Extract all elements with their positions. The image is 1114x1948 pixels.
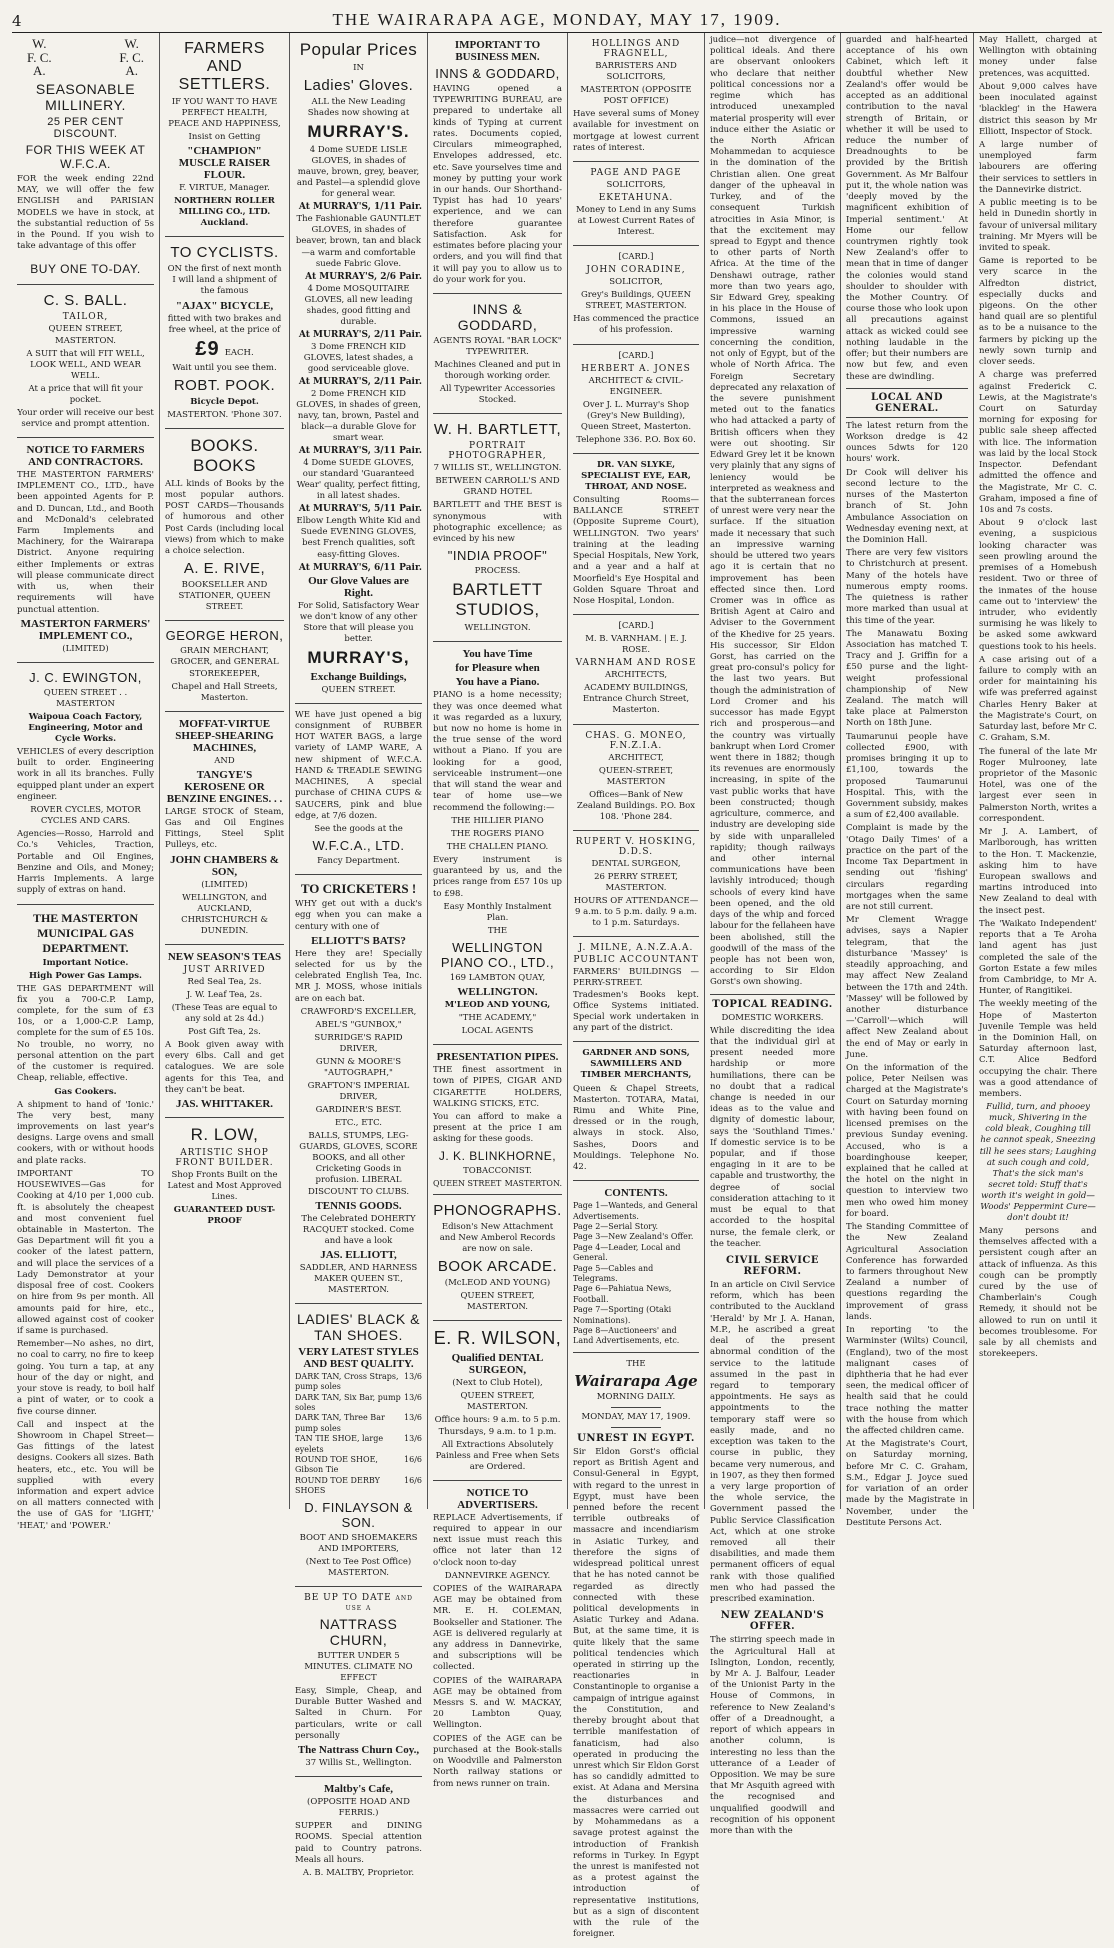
- millinery-discount: 25 PER CENT DISCOUNT.: [47, 115, 124, 140]
- masthead: [12, 6, 1102, 33]
- paper-nameplate: Wairarapa Age: [574, 1371, 698, 1390]
- glove-item: 4 Dome MOSQUITAIRE GLOVES, all new leading shades, good fitting and durable. At MURRAY'S, 2/11 Pair.: [298, 283, 422, 340]
- ad-gas-department: THE MASTERTON MUNICIPAL GAS DEPARTMENT. Important Notice. High Power Gas Lamps. THE GAS DEPARTMENT will fix you a 700-C.P. Lamp, complete, for the sum of £3 10s, or a 1,000-C.P. Lamp, complete for the sum of £5 10s. No trouble, no worry, no personal attention on the part of the customer is required. Cheap, reliable, effective. Gas Cookers. A shipment to hand of 'Ionic.' The very best, many improvements on last year's designs. Large ovens and small cookers, with or without hoods and plate racks. IMPORTANT TO HOUSEWIVES—Gas for Cooking at 4/10 per 1,000 cub. ft. is absolutely the cheapest and most convenient fuel obtainable in Masterton. The Gas Department will fit you a cooker of the latest pattern, and will place the services of a Lady Demonstrator at your disposal free of cost. Cookers on hire from 9s per month. All amounts paid for hire, etc., allowed against cost of cooker if same is purchased. Remember—No ashes, no dirt, no coal to carry, no fire to keep going. You turn a tap, at any hour of the day or night, and your stove is ready, to boil half a pint of water, or to cook a five course dinner. Call and inspect at the Showroom in Chapel Street—Gas fittings of the latest designs. Cookers all sizes. Bath heaters, etc., etc. You will be supplied with every information and expert advice on all matters connected with the use of GAS for 'LIGHT,' 'HEAT,' and 'POWER.': [17, 910, 154, 1531]
- column-6: judice—not divergence of political ideals. And there are observant onlookers who declare that neither political concessions nor a regime which has introduced unexampled material prosperity will ever induce either the Asiatic or the North African Mohammedan to acquiesce in the domination of the Christian alien. One great danger of the upheaval in Turkey, and of the consequent Turkish atrocities in Asia Minor, is that the excitement may spread to Egypt and thence to other parts of North Africa. At the time of the Denshawi outrage, rather more than two years ago, Sir Edward Grey, speaking in his place in the House of Commons, issued an impressive warning concerning the condition, not only of Egypt, but of the whole of North Africa. The Foreign Secretary deprecated any relaxation of the severe punishment meted out to the fanatics who had attacked a party of British officers when they were out shooting. Sir Edward Grey let it be known very plainly that any signs of leniency would be interpreted as weakness and that the subterranean forces of unrest were very near the surface. If the situation made it necessary that such an impressive warning should be uttered two years ago it is certain that no improvement has been effected since then. Lord Cromer was in office as British Agent at Cairo and Adviser to the Government of the Khedive for 25 years. His successor, Sir Eldon Gorst, has carried on the great pro-consul's policy for the last two years. But though the administration of Lord Cromer and his successor has made Egypt rich and prosperous—and the country was virtually bankrupt when Lord Cromer went there in 1882; though its revenues are enormously increasing, in spite of the vast public works that have been constructed; though agriculture, commerce, and industry are developing side by side with unparalleled rapidity; though railways and other internal communications have been lavishly introduced; though schools of every kind have been opened, and the old days of the whip and forced labour for the fellaheen have been abolished, still the goodwill of the mass of the people has not been won, according to Sir Eldon Gorst's own showing. TOPICAL READING. DOMESTIC WORKERS. While discrediting the idea that the individual girl at present needed more hardship or more humiliations, there can be no doubt that a radical change is needed in our ideas as to the value and dignity of domestic labour, says the 'Southland Times.' If domestic service is to be popular, and if those engaging in it are to be capable and trustworthy, the degree of social consideration attaching to it must be equal to that accorded to the hospital nurse, the female clerk, or the teacher. CIVIL SERVICE REFORM. In an article on Civil Service reform, which has been contributed to the Auckland 'Herald' by Mr J. A. Hanan, M.P., he ascribed a great deal of the present abnormal condition of the service to the latitude assumed in the past in regard to temporary appointments. He says as appointments to the temporary staff were so easily made, and no exception was taken to the course in public, they became very numerous, and in 1907, as they then formed a very large proportion of the whole service, the Government passed the Public Service Classification Act, which at one stroke removed all their disabilities, and made them permanent officers of equal rank with those qualified men who had passed the prescribed examination. NEW ZEALAND'S OFFER. The stirring speech made in the Agricultural Hall at Islington, London, recently, by Mr A. J. Balfour, Leader of the Unionist Party in the House of Commons, in reference to New Zealand's offer of a Dreadnought, a report of which appears in another column, is interesting no less than the utterance of a Leader of Opposition. We may be sure that Mr Asquith agreed with the recognised and unqualified goodwill and recognition of his opponent more than with the: [705, 33, 841, 1509]
- card-moneo: CHAS. G. MONEO, F.N.Z.I.A. ARCHITECT, QUEEN-STREET, MASTERTON Offices—Bank of New Zealand Buildings. P.O. Box 108. 'Phone 284.: [573, 725, 699, 831]
- news-item: A case arising out of a failure to comply with an order for maintaining his wife was preferred against Charles Henry Baker at the Magistrate's Court, on Saturday last, before Mr C. C. Graham, S.M.: [979, 654, 1097, 744]
- news-item: Taumarunui people have collected £900, with promises bringing it up to £1,100, towards the proposed Taumarunui Hospital. This, with the Government subsidy, makes a sum of £2,400 available.: [846, 731, 968, 821]
- ad-champion-flour: FARMERS AND SETTLERS. IF YOU WANT TO HAVE PERFECT HEALTH, PEACE AND HAPPINESS, Insist on Getting "CHAMPION" MUSCLE RAISER FLOUR. F. VIRTUE, Manager. NORTHERN ROLLER MILLING CO., LTD. Auckland.: [165, 33, 284, 237]
- gas-title: THE MASTERTON MUNICIPAL GAS DEPARTMENT.: [32, 910, 139, 955]
- ad-inns-goddard-typing: IMPORTANT TO BUSINESS MEN. INNS & GODDARD, HAVING opened a TYPEWRITING BUREAU, are prepared to undertake all kinds of Typing at current rates. Documents copied, Circulars mimeographed, Envelopes addressed, etc. etc. Save yourselves time and money by putting your work in our hands. Our Shorthand-Typist has had 10 years' experience, and we can therefore guarantee Satisfaction. Ask for estimates before placing your orders, and you will find that it will pay you to allow us to do your work for you.: [433, 33, 562, 294]
- glove-item: 4 Dome SUEDE GLOVES, our standard 'Guaranteed Wear' quality, perfect fitting, in all latest shades. At MURRAY'S, 5/11 Pair.: [296, 458, 422, 515]
- column-2: [160, 33, 290, 1509]
- ad-moffat-virtue: MOFFAT-VIRTUE SHEEP-SHEARING MACHINES, AND TANGYE'S KEROSENE OR BENZINE ENGINES. . . LARGE STOCK of Steam, Gas and Oil Engines Fittings, Steel Split Pulleys, etc. JOHN CHAMBERS & SON, (LIMITED) WELLINGTON, and AUCKLAND, CHRISTCHURCH & DUNEDIN.: [165, 712, 284, 945]
- news-item: The latest return from the Workson dredge is 42 ounces 5dwts for 120 hours' work.: [846, 420, 968, 465]
- ad-nattrass-churn: BE UP TO DATE and use a NATTRASS CHURN, BUTTER UNDER 5 MINUTES. CLIMATE NO EFFECT Easy, Simple, Cheap, and Durable Butter Washed and Salted in Churn. For particulars, write or call personally The Nattrass Churn Coy., 37 Willis St., Wellington.: [295, 1587, 422, 1777]
- ad-wfca-millinery: [17, 33, 154, 285]
- column-1: [12, 33, 160, 1531]
- ad-books: BOOKS. BOOKS ALL kinds of Books by the most popular authors. POST CARDS—Thousands of humorous and other Post Cards (including local views) from which to make a choice selection. A. E. RIVE, BOOKSELLER AND STATIONER, QUEEN STREET.: [165, 429, 284, 622]
- column-4: [428, 33, 568, 1789]
- article-body: Sir Eldon Gorst's official report as British Agent and Consul-General in Egypt, with regard to the unrest in Egypt, must have been penned before the recent terrible outbreaks of massacre and incendiarism in Asiatic Turkey, and therefore the signs of widespread political unrest that he has noted cannot be regarded as directly connected with these political developments in Asiatic Turkey and Adana. But, at the same time, it is quite likely that the same political tendencies which operated in stirring up the reactionaries in Constantinople to organise a campaign of intrigue against the Constitution, and thereby brought about that terrible manifestation of fanaticism, had also operated in producing the unrest which Sir Eldon Gorst has so candidly admitted to exist. At Adana and Mersina the disturbances and massacres were carried out by Mohammedans as a savage protest against the introduction of Frankish reforms in Turkey. In Egypt the unrest is manifested not as a protest against the introduction of representative institutions, but as a sign of discontent with the rule of the foreigner.: [573, 1446, 699, 1940]
- column-8: [974, 33, 1102, 1509]
- ball-name: C. S. BALL.: [43, 292, 128, 310]
- ad-wfca-fancy: WE have just opened a big consignment of RUBBER HOT WATER BAGS, a large variety of LAMP WARE, A new shipment of W.F.C.A. HAND & TREADLE SEWING MACHINES, A special purchase of CHINA CUPS & SAUCERS, pink and blue edge, at 7/6 dozen. See the goods at the W.F.C.A., LTD. Fancy Department.: [295, 704, 422, 875]
- glove-item: 4 Dome SUEDE LISLE GLOVES, in shades of mauve, brown, grey, beaver, and Pastel—a splendid glove for general wear. At MURRAY'S, 1/11 Pair.: [296, 145, 422, 213]
- ad-inns-goddard-barlock: INNS & GODDARD, AGENTS ROYAL "BAR LOCK" TYPEWRITER. Machines Cleaned and put in thorough working order. All Typewriter Accessories Stocked.: [433, 294, 562, 414]
- page-number: 4: [12, 12, 22, 30]
- notice-to-advertisers: NOTICE TO ADVERTISERS. REPLACE Advertisements, if required to appear in our next issue must reach this office not later than 12 o'clock noon to-day DANNEVIRKE AGENCY. COPIES of the WAIRARAPA AGE may be obtained from MR. E. H. COLEMAN, Bookseller and Stationer. The AGE is delivered regularly at any address in Dannevirke, and subscriptions will be collected. COPIES of the WAIRARAPA AGE may be obtained from Messrs S. and W. MACKAY, 20 Lambton Quay, Wellington. COPIES of the AGE can be purchased at the Book-stalls on Woodville and Palmerston North railway stations or from news runner on train.: [433, 1486, 562, 1789]
- wfca-logo-right: W. F. C. A.: [119, 36, 144, 79]
- shoe-row: TAN TIE SHOE, large eyelets 13/6: [295, 1434, 422, 1454]
- card-jones: [CARD.] HERBERT A. JONES ARCHITECT & CIVIL-ENGINEER. Over J. L. Murray's Shop (Grey's New Building), Queen Street, Masterton. Telephone 336. P.O. Box 60.: [573, 345, 699, 454]
- notice-title: NOTICE TO FARMERS AND CONTRACTORS.: [26, 443, 145, 468]
- newspaper-page: [12, 6, 1102, 1940]
- card-hollings-fragnell: HOLLINGS AND FRAGNELL, BARRISTERS AND SOLICITORS, MASTERTON (OPPOSITE POST OFFICE) Have several sums of Money available for investment on mortgage at lowest current rates of interest.: [573, 33, 699, 162]
- ewington-name: J. C. EWINGTON,: [29, 669, 142, 685]
- news-item: A large number of unemployed farm labourers are offering their services to settlers in the Dannevirke district.: [979, 139, 1097, 195]
- shoe-row: DARK TAN, Three Bar pump soles 13/6: [295, 1413, 422, 1433]
- column-3: [290, 33, 428, 1878]
- article-title: CIVIL SERVICE REFORM.: [726, 1255, 819, 1278]
- news-item: A charge was preferred against Frederick C. Lewis, at the Magistrate's Court on Saturday morning for exposing for public sale sheep affected with lice. The information was laid by the local Stock Inspector. Defendant admitted the offence and the Magistrate, Mr C. C. Graham, imposed a fine of 10s and 7s costs.: [979, 370, 1097, 515]
- ad-ball-tailor: C. S. BALL. TAILOR, QUEEN STREET, MASTERTON. A SUIT that will FIT WELL, LOOK WELL, AND WEAR WELL. At a price that will fit your pocket. Your order will receive our best service and prompt attention.: [17, 285, 154, 437]
- ad-ajax-bicycle: TO CYCLISTS. ON the first of next month I will land a shipment of the famous "AJAX" BICYCLE, fitted with two brakes and free wheel, at the price of £9 EACH. Wait until you see them. ROBT. POOK. Bicycle Depot. MASTERTON. 'Phone 307.: [165, 237, 284, 428]
- news-item: At the Magistrate's Court, on Saturday morning, before Mr C. C. Graham, S.M., Edgar J. Joyce sued for variation of an order made by the Magistrate in November, under the Destitute Persons Act.: [846, 1439, 968, 1528]
- contents-box: CONTENTS. Page 1—Wanteds, and General Advertisements. Page 2—Serial Story. Page 3—New Zealand's Offer. Page 4—Leader, Local and General. Page 5—Cables and Telegrams. Page 6—Pahiatua News, Football. Page 7—Sporting (Otaki Nominations). Page 8—Auctioneers' and Land Advertisements, etc.: [573, 1181, 699, 1352]
- article-title: UNREST IN EGYPT.: [577, 1432, 695, 1444]
- millinery-week: FOR THIS WEEK AT W.F.C.A.: [25, 142, 146, 171]
- ad-wellington-piano: You have Time for Pleasure when You have a Piano. PIANO is a home necessity; they was once deemed what it was regarded as a luxury, but now no home is home in the true sense of the word without a Piano. If you are looking for a good, serviceable instrument—one that will stand the wear and tear of home use—we recommend the following:— THE HILLIER PIANO THE ROGERS PIANO THE CHALLEN PIANO. Every instrument is guaranteed by us, and the prices range from £57 10s up to £98. Easy Monthly Instalment Plan. THE WELLINGTON PIANO CO., LTD., 169 LAMBTON QUAY, WELLINGTON. M'LEOD AND YOUNG, "THE ACADEMY," LOCAL AGENTS: [433, 642, 562, 1045]
- article-title: TOPICAL READING.: [710, 994, 835, 1010]
- card-hosking: RUPERT V. HOSKING, D.D.S. DENTAL SURGEON, 26 PERRY STREET, MASTERTON. HOURS OF ATTENDANCE— 9 a.m. to 5 p.m. daily. 9 a.m. to 1 p.m. Saturdays.: [573, 831, 699, 937]
- news-item: Fullid, turn, and phooey muck, Shivering in the cold bleak, Coughing till he cannot speak, Sneezing till he sees stars; Laughing at such cough and cold, That's the sick man's secret told: Stuff that's worth it's weight in gold— Woods' Peppermint Cure—don't doubt it!: [979, 1102, 1097, 1223]
- article-title: NEW ZEALAND'S OFFER.: [720, 1610, 825, 1633]
- card-varnham-rose: [CARD.] M. B. VARNHAM. | E. J. ROSE. VARNHAM AND ROSE ARCHITECTS, ACADEMY BUILDINGS, Entrance Church Street, Masterton.: [573, 615, 699, 724]
- article-body: The stirring speech made in the Agricultural Hall at Islington, London, recently, by Mr A. J. Balfour, Leader of the Unionist Party in the House of Commons, in reference to New Zealand's offer of a Dreadnought, a report of which appears in another column, is interesting no less than the utterance of a Leader of Opposition. We may be sure that Mr Asquith agreed with the recognised and unqualified goodwill and recognition of his opponent more than with the: [710, 1635, 835, 1837]
- ad-ladies-shoes: LADIES' BLACK & TAN SHOES. VERY LATEST STYLES AND BEST QUALITY. DARK TAN, Cross Straps, pump soles 13/6 DARK TAN, Six Bar, pump soles 13/6 DARK TAN, Three Bar pump soles 13/6 TAN TIE SHOE, large eyelets 13/6 ROUND TOE SHOE, Gibson Tie 16/6 ROUND TOE DERBY SHOES 16/6 D. FINLAYSON & SON. BOOT AND SHOEMAKERS AND IMPORTERS, (Next to Tee Post Office) MASTERTON.: [295, 1304, 422, 1587]
- ad-bartlett: W. H. BARTLETT, PORTRAIT PHOTOGRAPHER, 7 WILLIS ST., WELLINGTON. BETWEEN CARROLL'S AND GRAND HOTEL BARTLETT and THE BEST is synonymous with photographic excellence; as evinced by his new "INDIA PROOF" PROCESS. BARTLETT STUDIOS, WELLINGTON.: [433, 414, 562, 642]
- glove-item: 2 Dome FRENCH KID GLOVES, in shades of green, navy, tan, brown, Pastel and black—a durable Glove for smart wear. At MURRAY'S, 3/11 Pair.: [296, 388, 422, 457]
- news-item: Many persons and themselves affected with a persistent cough after an attack of influenza. As this cough can be promptly cured by the use of Chamberlain's Cough Remedy, it should not be allowed to run on until it becomes troublesome. For sale by all chemists and storekeepers.: [979, 1225, 1097, 1360]
- ad-cricketers: TO CRICKETERS ! WHY get out with a duck's egg when you can make a century with one of ELLIOTT'S BATS? Here they are! Specially selected for us by the celebrated English Tea, Inc. MR J. MOSS, whose initials are on each bat. CRAWFORD'S EXCELLER, ABEL'S "GUNBOX," SURRIDGE'S RAPID DRIVER, GUNN & MOORE'S "AUTOGRAPH," GRAFTON'S IMPERIAL DRIVER, GARDINER'S BEST. ETC., ETC. BALLS, STUMPS, LEG-GUARDS, GLOVES, SCORE BOOKS, and all other Cricketing Goods in profusion. LIBERAL DISCOUNT TO CLUBS. TENNIS GOODS. The Celebrated DOHERTY RACQUET stocked. Come and have a look JAS. ELLIOTT, SADDLER, AND HARNESS MAKER QUEEN ST., MASTERTON.: [295, 875, 422, 1304]
- news-item: About 9,000 calves have been inoculated against 'blackleg' in the Hawera district this season by Mr Elliott, Inspector of Stock.: [979, 81, 1097, 137]
- article-body: judice—not divergence of political ideals. And there are observant onlookers who declare that neither political concessions nor a regime which has introduced unexampled material prosperity will ever induce either the Asiatic or the North African Mohammedan to acquiesce in the domination of the Christian alien. One great danger of the upheaval in Turkey, and of the consequent Turkish atrocities in Asia Minor, is that the excitement may spread to Egypt and thence to other parts of North Africa. At the time of the Denshawi outrage, rather more than two years ago, Sir Edward Grey, speaking in his place in the House of Commons, issued an impressive warning concerning the condition, not only of Egypt, but of the whole of North Africa. The Foreign Secretary deprecated any relaxation of the severe punishment meted out to the fanatics who had attacked a party of British officers when they were out shooting. Sir Edward Grey let it be known very plainly that any signs of leniency would be interpreted as weakness and that the subterranean forces of unrest were very near the surface. If the situation made it necessary that such an impressive warning should be uttered two years ago it is certain that no improvement has been effected since then. Lord Cromer was in office as British Agent at Cairo and Adviser to the Government of the Khedive for 25 years. His successor, Sir Eldon Gorst, has carried on the great pro-consul's policy for the last two years. But though the administration of Lord Cromer and his successor has made Egypt rich and prosperous—and the country was virtually bankrupt when Lord Cromer went there in 1882; though its revenues are enormously increasing, in spite of the vast public works that have been constructed; though agriculture, commerce, and industry are developing side by side with unparalleled rapidity; though railways and other internal communications have been lavishly introduced; though schools of every kind have been opened, and the old days of the whip and forced labour for the fellaheen have been abolished, still the goodwill of the mass of the people has not been won, according to Sir Eldon Gorst's own showing.: [710, 35, 836, 988]
- glove-item: The Fashionable GAUNTLET GLOVES, in shades of beaver, brown, tan and black—a warm and comfortable suede Fabric Glove. At MURRAY'S, 2/6 Pair.: [295, 214, 422, 282]
- ad-maltby-cafe: Maltby's Cafe, (OPPOSITE HOAD AND FERRIS.) SUPPER and DINING ROOMS. Special attention paid to Country patrons. Meals all hours. A. B. MALTBY, Proprietor.: [295, 1783, 422, 1878]
- ad-murrays-gloves: Popular Prices IN Ladies' Gloves. ALL the New Leading Shades now showing at MURRAY'S. 4 Dome SUEDE LISLE GLOVES, in shades of mauve, brown, grey, beaver, and Pastel—a splendid glove for general wear. At MURRAY'S, 1/11 Pair. The Fashionable GAUNTLET GLOVES, in shades of beaver, brown, tan and black—a warm and comfortable suede Fabric Glove. At MURRAY'S, 2/6 Pair. 4 Dome MOSQUITAIRE GLOVES, all new leading shades, good fitting and durable. At MURRAY'S, 2/11 Pair. 3 Dome FRENCH KID GLOVES, latest shades, a good serviceable glove. At MURRAY'S, 2/11 Pair. 2 Dome FRENCH KID GLOVES, in shades of green, navy, tan, brown, Pastel and black—a durable Glove for smart wear. At MURRAY'S, 3/11 Pair. 4 Dome SUEDE GLOVES, our standard 'Guaranteed Wear' quality, perfect fitting, in all latest shades. At MURRAY'S, 5/11 Pair. Elbow Length White Kid and Suede EVENING GLOVES, best French qualities, soft easy-fitting Gloves. At MURRAY'S, 6/11 Pair. Our Glove Values are Right. For Solid, Satisfactory Wear we don't know of any other Store that will please you better. MURRAY'S, Exchange Buildings, QUEEN STREET.: [295, 33, 422, 704]
- shoe-row: ROUND TOE DERBY SHOES 16/6: [295, 1475, 422, 1496]
- article-body: In an article on Civil Service reform, which has been contributed to the Auckland 'Herald' by Mr J. A. Hanan, M.P., he ascribed a great deal of the present abnormal condition of the service to the latitude assumed in the past in regard to temporary appointments. He says as appointments to the temporary staff were so easily made, and no exception was taken to the course in public, they became very numerous, and in 1907, as they then formed a very large proportion of the whole service, the Government passed the Public Service Classification Act, which at one stroke removed all their disabilities, and made them permanent officers of equal rank with those qualified men who had passed the prescribed examination.: [710, 1280, 835, 1605]
- ad-phonographs: PHONOGRAPHS. Edison's New Attachment and New Amberol Records are now on sale. BOOK ARCADE. (McLEOD AND YOUNG) QUEEN STREET, MASTERTON.: [433, 1195, 562, 1321]
- news-item: On the information of the police, Peter Neilsen was charged at the Magistrate's Court on Saturday morning with having been found on licensed premises on the previous Sunday evening. Accused, who is a boardinghouse keeper, explained that he called at the hotel on the night in question to interview two men who owed him money for board.: [846, 1063, 968, 1219]
- card-gardner: GARDNER AND SONS, SAWMILLERS AND TIMBER MERCHANTS, Queen & Chapel Streets, Masterton. TOTARA, Matai, Rimu and White Pine, dressed or in the rough, always in stock. Also, Sashes, Doors and Mouldings. Telephone No. 42.: [573, 1042, 699, 1181]
- ad-farmers-notice: NOTICE TO FARMERS AND CONTRACTORS. THE MASTERTON FARMERS' IMPLEMENT CO., LTD., have been appointed Agents for P. and D. Duncan, Ltd., and Booth and McDonald's celebrated Farm Implements and Machinery, for the Wairarapa District. Anyone requiring either Implements or extras will please communicate direct with us, when their requirements will have punctual attention. MASTERTON FARMERS' IMPLEMENT CO., (LIMITED): [17, 438, 154, 663]
- glove-item: Elbow Length White Kid and Suede EVENING GLOVES, best French qualities, soft easy-fitting Gloves. At MURRAY'S, 6/11 Pair.: [296, 516, 422, 573]
- column-7: [841, 33, 974, 1528]
- wfca-logo-left: W. F. C. A.: [27, 36, 52, 79]
- millinery-title: SEASONABLE MILLINERY.: [35, 80, 136, 113]
- article-body: guarded and half-hearted acceptance of his own Cabinet, which left it doubtful whether New Zealand's offer would be accepted as an additional contribution to the naval strength of Britain, or whether it will be used to reduce the number of Dreadnoughts to be provided by the British Government. As Mr Balfour put it, the whole nation was 'deeply moved by the magnificent exhibition of Imperial sentiment.' At Home our fellow countrymen rightly took New Zealand's offer to mean that in time of danger the colonies would stand shoulder to shoulder with the Mother Country. Of course those who look upon all precautions against attack as wicked could see nothing laudable in the offer; but their numbers are now but few, and even these are dwindling.: [846, 35, 968, 382]
- ad-ewington: J. C. EWINGTON, QUEEN STREET . . MASTERTON Waipoua Coach Factory, Engineering, Motor and Cycle Works. VEHICLES of every description built to order. Engineering work in all its branches. Fully equipped plant under an expert engineer. ROVER CYCLES, MOTOR CYCLES AND CARS. Agencies—Rosso, Harrold and Co.'s Vehicles, Traction, Portable and Oil Engines, Benzine and Oils, and Money; Harris Implements. A large supply of extras on hand.: [17, 663, 154, 905]
- news-item: In reporting 'to the Warminster (Wilts) Council, (England), two of the most malignant cases of diphtheria that he had ever seen, the medical officer of health said that he could trace nothing the matter with the house from which the affected children came.: [846, 1325, 968, 1437]
- news-item: A public meeting is to be held in Dunedin shortly in favour of universal military training. Mr Myers will be invited to speak.: [979, 198, 1097, 253]
- news-item: Dr Cook will deliver his second lecture to the nurses of the Masterton branch of St. John Ambulance Association on Wednesday evening next, at the Dominion Hall.: [846, 467, 968, 545]
- article-body: While discrediting the idea that the individual girl at present needed more hardship or more humiliations, there can be no doubt that a radical change is needed in our ideas as to the value and dignity of domestic labour, says the 'Southland Times.' If domestic service is to be popular, and if those engaging in it are to be capable and trustworthy, the degree of social consideration attaching to it must be equal to that accorded to the hospital nurse, the female clerk, or the teacher.: [710, 1025, 835, 1249]
- news-item: The Manawatu Boxing Association has matched T. Tracy and J. Griffin for a £50 purse and the light-weight professional championship of New Zealand. The match will take place at Palmerston North on 18th June.: [846, 628, 968, 729]
- ad-teas: NEW SEASON'S TEAS JUST ARRIVED Red Seal Tea, 2s. J. W. Leaf Tea, 2s. (These Teas are equal to any sold at 2s 4d.) Post Gift Tea, 2s. A Book given away with every 6lbs. Call and get catalogues. We are sole agents for this Tea, and they can't be beat. JAS. WHITTAKER.: [165, 945, 284, 1118]
- news-item: There are very few visitors to Christchurch at present. Many of the hotels have numerous empty rooms. The quietness is rather more marked than usual at this time of the year.: [846, 548, 968, 626]
- news-item: May Hallett, charged at Wellington with obtaining money under false pretences, was acquitted.: [979, 35, 1097, 79]
- shoe-row: DARK TAN, Six Bar, pump soles 13/6: [295, 1392, 422, 1413]
- news-item: About 9 o'clock last evening, a suspicious looking character was seen prowling around the premises of a Homebush resident. Two or three of the inmates of the house came out to 'interview' the intruder, who evidently surmising he was likely to be asked some awkward questions took to his heels.: [979, 518, 1097, 652]
- news-item: Game is reported to be very scarce in the Alfredton district, especially ducks and pigeons. On the other hand quail are so plentiful as to be a nuisance to the farmers by picking up the newly sown turnip and clover seeds.: [979, 256, 1097, 368]
- news-item: The 'Waikato Independent' reports that a Te Aroha land agent has just completed the sale of the Gorton Estate a few miles from Cambridge, to Mr A. Hunter, of Rangitikei.: [979, 918, 1097, 997]
- news-item: The funeral of the late Mr Roger Mulrooney, late proprietor of the Masonic Hotel, was one of the largest ever seen in Palmerston North, writes a correspondent.: [979, 746, 1097, 824]
- millinery-cta: BUY ONE TO-DAY.: [30, 262, 141, 277]
- ad-presentation-pipes: PRESENTATION PIPES. THE finest assortment in town of PIPES, CIGAR AND CIGARETTE HOLDERS, WALKING STICKS, ETC. You can afford to make a present at the price I am asking for these goods. J. K. BLINKHORNE, TOBACCONIST. QUEEN STREET MASTERTON.: [433, 1045, 562, 1195]
- section-title: LOCAL AND GENERAL.: [846, 388, 968, 418]
- shoe-row: DARK TAN, Cross Straps, pump soles 13/6: [295, 1371, 422, 1392]
- news-item: The weekly meeting of the Hope of Masterton Juvenile Temple was held in the Dominion Hall, on Saturday afternoon last, C.T. Alice Bedford occupying the chair. There was a good attendance of members.: [979, 999, 1097, 1100]
- ad-heron: GEORGE HERON, GRAIN MERCHANT, GROCER, and GENERAL STOREKEEPER, Chapel and Hall Streets, Masterton.: [165, 621, 284, 711]
- newspaper-title: THE WAIRARAPA AGE, MONDAY, MAY 17, 1909.: [332, 10, 782, 29]
- news-item: Complaint is made by the 'Otago Daily Times' of a practice on the part of the Income Tax Department in sending out 'fishing' circulars regarding mortgages when the same are not still current.: [846, 823, 968, 912]
- ad-wilson-dental: E. R. WILSON, Qualified DENTAL SURGEON, (Next to Club Hotel), QUEEN STREET, MASTERTON. Office hours: 9 a.m. to 5 p.m. Thursdays, 9 a.m. to 1 p.m. All Extractions Absolutely Painless and Free when Sets are Ordered.: [433, 1321, 562, 1480]
- news-item: Mr Clement Wragge advises, says a Napier telegram, that the disturbance 'Massey' is steadily approaching, and may affect New Zealand between the 17th and 24th. 'Massey' will be followed by another disturbance—'Carroll'—which will affect New Zealand about the end of May or early in June.: [846, 915, 968, 1060]
- editorial: THE Wairarapa Age MORNING DAILY. MONDAY, MAY 17, 1909. UNREST IN EGYPT. Sir Eldon Gorst's official report as British Agent and Consul-General in Egypt, with regard to the unrest in Egypt, must have been penned before the recent terrible outbreaks of massacre and incendiarism in Asiatic Turkey, and therefore the signs of widespread political unrest that he has noted cannot be regarded as directly connected with these political developments in Asiatic Turkey and Adana. But, at the same time, it is quite likely that the same political tendencies which operated in stirring up the reactionaries in Constantinople to organise a campaign of intrigue against the Constitution, and thereby brought about that terrible manifestation of fanaticism, had also operated in producing the unrest which Sir Eldon Gorst has so candidly admitted to exist. At Adana and Mersina the disturbances and massacres were carried out by Mohammedans as a savage protest against the introduction of Frankish reforms in Turkey. In Egypt the unrest is manifested not as a protest against the introduction of representative institutions, but as a sign of discontent with the rule of the foreigner.: [573, 1358, 699, 1940]
- news-item: The Standing Committee of the New Zealand Agricultural Association Conference has forwarded to farmers throughout New Zealand a number of questions regarding the improvement of grass lands.: [846, 1222, 968, 1322]
- ad-low-builder: R. LOW, ARTISTIC SHOP FRONT BUILDER. Shop Fronts Built on the Latest and Most Approved Lines. GUARANTEED DUST-PROOF: [167, 1125, 282, 1227]
- card-page-and-page: PAGE AND PAGE SOLICITORS, EKETAHUNA. Money to Lend in any Sums at Lowest Current Rates of Interest.: [573, 162, 699, 246]
- card-milne: J. MILNE, A.N.Z.A.A. PUBLIC ACCOUNTANT FARMERS' BUILDINGS — PERRY-STREET. Tradesmen's Books kept. Office Systems initiated. Special work undertaken in any part of the district.: [573, 937, 699, 1042]
- shoe-row: ROUND TOE SHOE, Gibson Tie 16/6: [295, 1454, 422, 1475]
- millinery-body: FOR the week ending 22nd MAY, we will offer the few ENGLISH and PARISIAN MODELS we have in stock, at the substantial reduction of 5s in the Pound. If you wish to take advantage of this offer: [17, 173, 154, 252]
- card-coradine: [CARD.] JOHN CORADINE, SOLICITOR, Grey's Buildings, QUEEN STREET, MASTERTON. Has commenced the practice of his profession.: [573, 246, 699, 344]
- column-5: [568, 33, 705, 1940]
- glove-item: 3 Dome FRENCH KID GLOVES, latest shades, a good serviceable glove. At MURRAY'S, 2/11 Pair.: [298, 341, 422, 387]
- news-item: Mr J. A. Lambert, of Marlborough, has written to the Hon. T. Mackenzie, asking him to have European swallows and martins introduced into New Zealand to deal with the insect pest.: [979, 827, 1097, 916]
- card-van-slyke: DR. VAN SLYKE, SPECIALIST EYE, EAR, THROAT, AND NOSE. Consulting Rooms—BALLANCE STREET (Opposite Supreme Court), WELLINGTON. Two years' training at the leading Special Hospitals, New York, and a year and a half at Moorfield's Eye Hospital and Golden Square Throat and Nose Hospital, London.: [573, 454, 699, 615]
